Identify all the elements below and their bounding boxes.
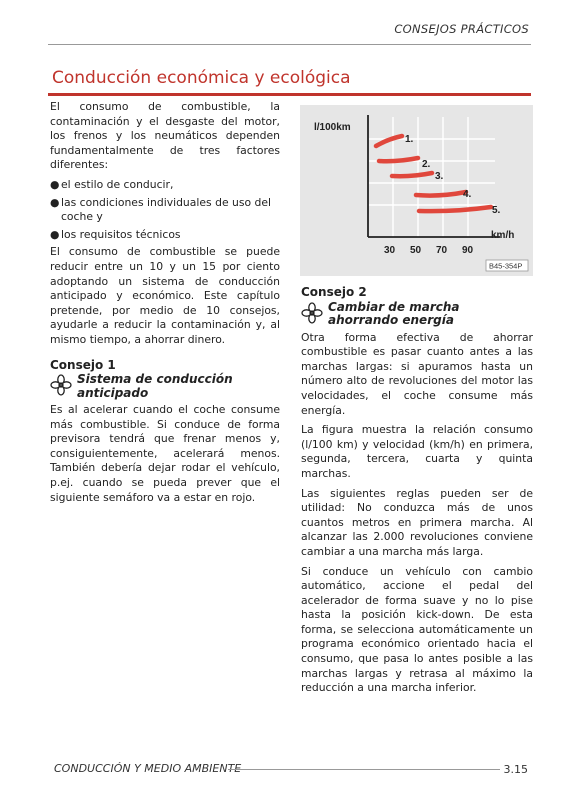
- consejo-2-paragraph: La figura muestra la relación consumo (l/100 km) y velocidad (km/h) en primera, segunda, tercera, cuarta y quinta marchas.: [301, 423, 533, 480]
- left-column: [50, 100, 280, 510]
- right-column: [301, 281, 533, 701]
- gear-label: 1.: [405, 134, 414, 145]
- gear-label: 4.: [463, 189, 472, 200]
- title-rule: [48, 93, 531, 96]
- consejo-1-text: Es al acelerar cuando el coche consume más combustible. Si conduce de forma previsora tendrá que frenar menos y, consiguientemente, acelerará menos. También debería dejar rodar el vehículo, p.ej. cuando se pueda prever que el siguiente semáforo va a estar en rojo.: [50, 403, 280, 504]
- footer-rule: [228, 769, 500, 770]
- y-axis-label: l/100km: [314, 122, 351, 133]
- consejo-2-paragraph: Si conduce un vehículo con cambio automático, accione el pedal del acelerador de forma suave y no lo pise hasta la posición kick-down. De esta forma, se selecciona automáticamente un programa económico orientado hacia el consumo, que pasa lo antes posible a las marchas largas y retrasa al máximo la reducción a una marcha inferior.: [301, 564, 533, 695]
- bullet-item: ● los requisitos técnicos: [50, 227, 181, 241]
- gear-2-curve: [379, 158, 418, 161]
- consejo-1-subtitle-row: [50, 373, 280, 400]
- gear-label: 5.: [492, 205, 501, 216]
- bullet-icon: ●: [50, 177, 60, 191]
- flower-icon: [301, 302, 323, 324]
- consumption-figure: [300, 105, 533, 276]
- bullet-icon: ●: [50, 227, 60, 241]
- consejo-2-heading: Consejo 2: [301, 285, 367, 299]
- gear-1-curve: [376, 136, 402, 146]
- consejo-2-paragraph: Otra forma efectiva de ahorrar combustible es pasar cuanto antes a las marchas largas: si apuramos hasta un número alto de revoluciones del motor las velocidades, el coche consume más energía.: [301, 330, 533, 417]
- consejo-1-heading: Consejo 1: [50, 357, 116, 372]
- gear-5-curve: [419, 207, 491, 211]
- flower-icon: [50, 374, 72, 396]
- intro-paragraph: El consumo de combustible, la contaminación y el desgaste del motor, los frenos y los neumáticos dependen fundamentalmente de tres factores diferentes:: [50, 100, 280, 172]
- running-header: CONSEJOS PRÁCTICOS: [394, 22, 529, 36]
- consejo-2-subtitle: Cambiar de marcha ahorrando energía: [328, 299, 460, 328]
- consejo-1-subtitle: Sistema de conducción anticipado: [77, 372, 233, 400]
- reduction-paragraph: El consumo de combustible se puede reducir entre un 10 y un 15 por ciento adoptando un sistema de conducción anticipado y económico. Este capítulo pretende, por medio de 10 consejos, ayudarle a reducir la contaminación y, al mismo tiempo, a ahorrar dinero.: [50, 245, 280, 346]
- consejo-2-paragraph: Las siguientes reglas pueden ser de utilidad: No conduzca más de unos cuantos metros en primera marcha. Al alcanzar las 2.000 revoluciones conviene cambiar a una marcha más larga.: [301, 486, 533, 558]
- gear-3-curve: [392, 173, 432, 176]
- page-number: 3.15: [503, 763, 528, 776]
- header-divider: [48, 44, 531, 45]
- x-tick-label: 50: [410, 245, 422, 256]
- x-tick-label: 90: [462, 245, 474, 256]
- bullet-icon: ●: [50, 195, 60, 209]
- gear-label: 2.: [422, 159, 431, 170]
- chart-grid: [368, 117, 495, 237]
- consumption-chart: [300, 105, 533, 276]
- bullet-item: ● las condiciones individuales de uso del coche y: [50, 195, 272, 224]
- gear-4-curve: [416, 192, 466, 196]
- bullet-item: ● el estilo de conducir,: [50, 177, 174, 191]
- x-tick-label: 70: [436, 245, 448, 256]
- gear-label: 3.: [435, 171, 444, 182]
- x-axis-label: km/h: [491, 230, 515, 241]
- consejo-2-subtitle-row: [301, 301, 533, 328]
- page-title: Conducción económica y ecológica: [52, 68, 351, 88]
- figure-code: B45-354P: [489, 261, 523, 271]
- footer-chapter: CONDUCCIÓN Y MEDIO AMBIENTE: [54, 762, 242, 775]
- x-tick-label: 30: [384, 245, 396, 256]
